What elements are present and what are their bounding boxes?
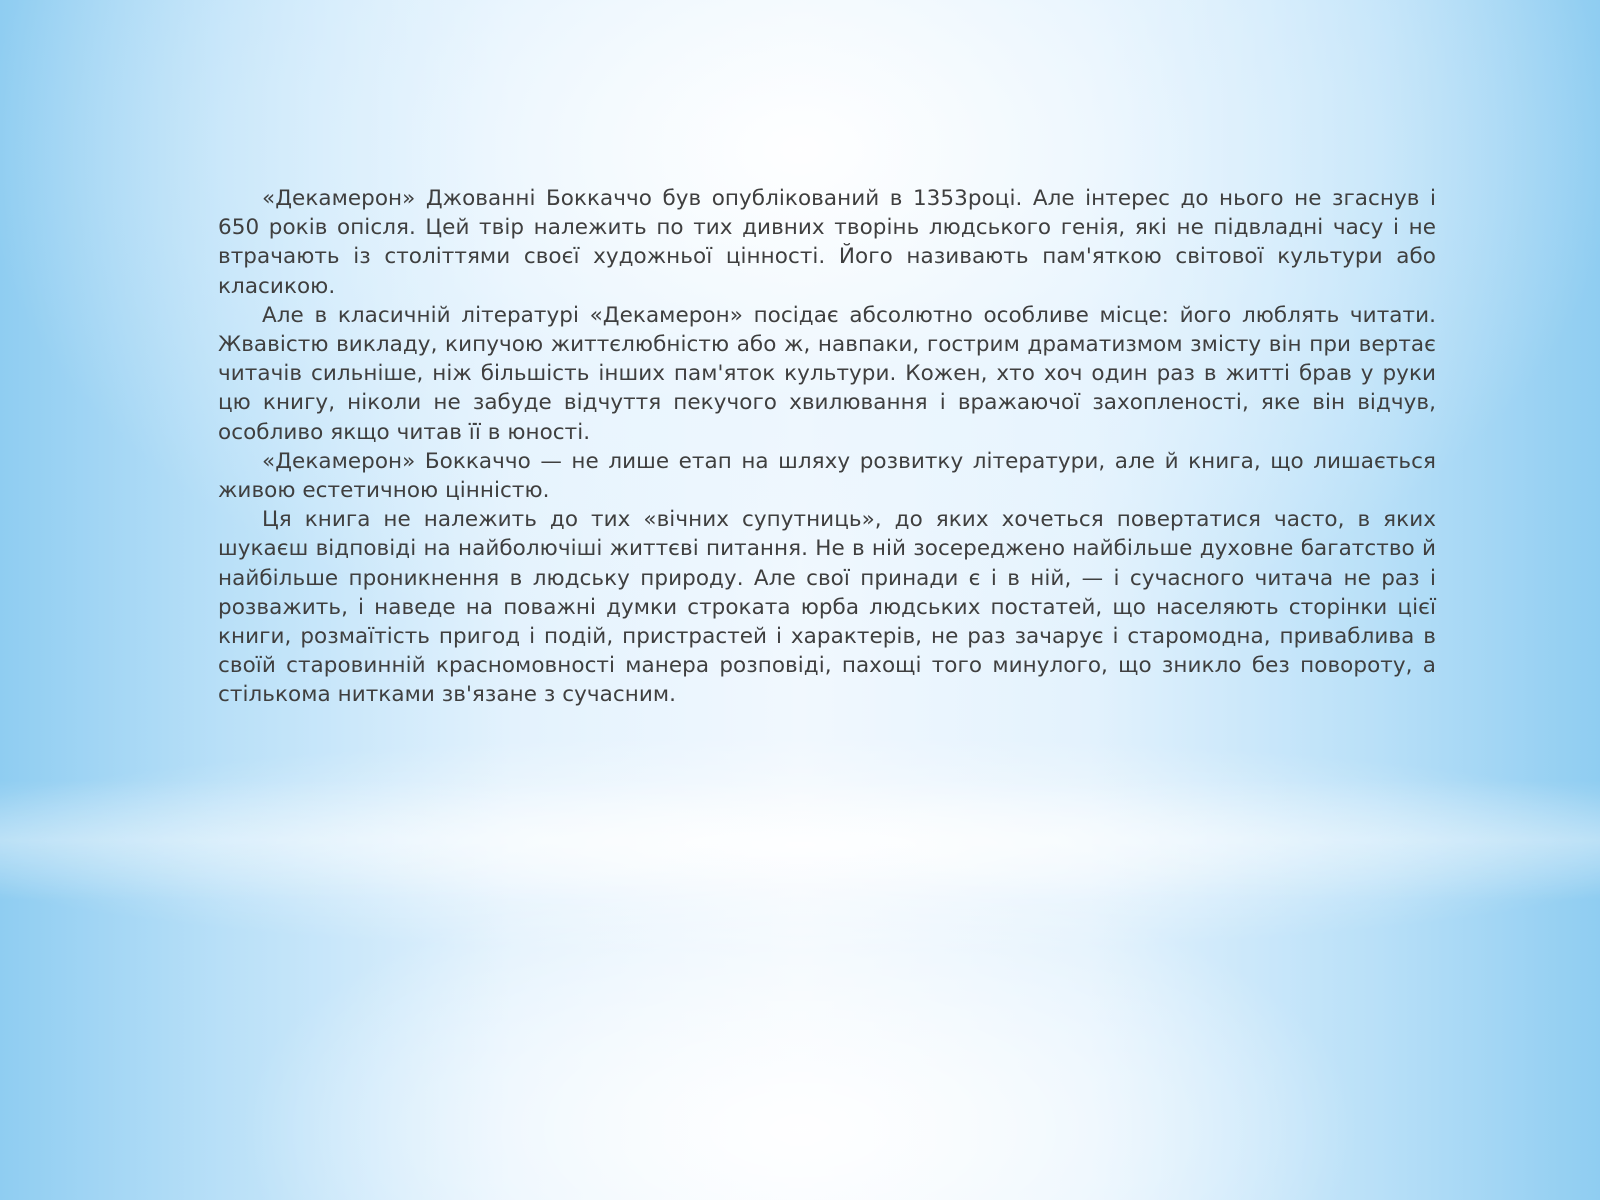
paragraph-1: «Декамерон» Джованні Боккаччо був опублікований в 1353році. Але інтерес до нього не згаснув і 650 років опісля. Цей твір належить по тих дивних творінь людського генія, які не підвладні часу і не втрачають із століттями своєї художньої цінності. Його називають пам'яткою світової культури або класикою.: [218, 186, 1436, 299]
background-glow-band: [0, 780, 1600, 900]
slide-text-body: [218, 184, 1436, 710]
paragraph-3: «Декамерон» Боккаччо — не лише етап на шляху розвитку літератури, але й книга, що лишається живою естетичною цінністю.: [218, 448, 1436, 504]
paragraph-4: Ця книга не належить до тих «вічних супутниць», до яких хочеться повертатися часто, в яких шукаєш відповіді на найболючіші життєві питання. Не в ній зосереджено найбільше духовне багатство й найбільше проникнення в людську природу. Але свої принади є і в ній, — і сучасного читача не раз і розважить, і наведе на поважні думки строката юрба людських постатей, що населяють сторінки цієї книги, розмаїтість пригод і подій, пристрастей і характерів, не раз зачарує і старомодна, приваблива в своїй старовинній красномовності манера розповіді, пахощі того минулого, що зникло без повороту, а стількома нитками зв'язане з сучасним.: [218, 507, 1436, 708]
paragraph-2: Але в класичній літературі «Декамерон» посідає абсолютно особливе місце: його люблять читати. Жвавістю викладу, кипучою життєлюбністю або ж, навпаки, гострим драматизмом змісту він при вертає читачів сильніше, ніж більшість інших пам'яток культури. Кожен, хто хоч один раз в житті брав у руки цю книгу, ніколи не забуде відчуття пекучого хвилювання і вражаючої захопленості, яке він відчув, особливо якщо читав її в юності.: [218, 302, 1436, 445]
